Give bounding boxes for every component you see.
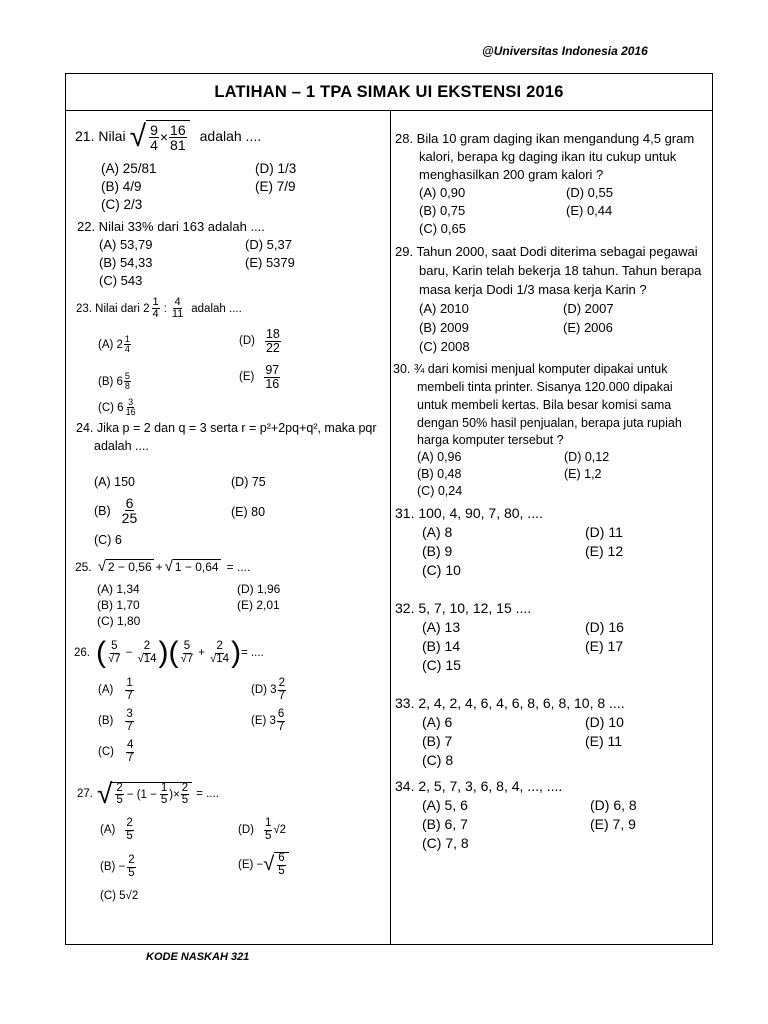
q27-oa-n: 2 [126,817,133,829]
q23-a-d: 4 [124,344,130,354]
q27-od-d: 5 [264,829,272,842]
q25-plus: + [155,559,163,574]
q26-plus: + [198,647,205,659]
q21-option-e[interactable]: (E) 7/9 [255,179,296,194]
q24-option-e[interactable]: (E) 80 [231,505,266,519]
q25-option-e[interactable]: (E) 2,01 [237,598,280,612]
question-23 [76,297,242,320]
q23-a-n: 1 [124,334,130,344]
q31-option-d[interactable]: (D) 11 [585,524,623,540]
q26-n5b: 5 [183,640,191,652]
q21-option-b[interactable]: (B) 4/9 [101,179,142,194]
radical-sign: √ [129,119,147,153]
q22-option-e[interactable]: (E) 5379 [245,255,295,270]
q31-stem: 31. 100, 4, 90, 7, 80, .... [395,505,543,521]
q23-number: 23. Nilai dari 2 [76,302,150,315]
q27-b-d: 5 [160,794,168,806]
q30-stem-line2: membeli tinta printer. Sisanya 120.000 dipakai [417,380,673,394]
q26-n2b: 2 [216,640,223,652]
header-credit: @Universitas Indonesia 2016 [482,44,648,58]
q21-f1-den: 4 [150,137,158,153]
q27-option-c[interactable]: (C) 5√2 [100,890,139,902]
q34-option-b[interactable]: (B) 6, 7 [422,816,468,832]
q29-option-d[interactable]: (D) 2007 [563,301,614,316]
q29-option-c[interactable]: (C) 2008 [419,339,470,354]
q26-tail: = .... [241,647,264,659]
page-title: LATIHAN – 1 TPA SIMAK UI EKSTENSI 2016 [66,74,712,111]
q23-b-n: 5 [124,371,130,381]
q28-option-c[interactable]: (C) 0,65 [419,221,466,236]
q27-a-d: 5 [116,794,123,806]
q24-stem-line2: adalah .... [94,439,149,453]
question-27 [77,778,219,810]
q25-option-d[interactable]: (D) 1,96 [237,582,281,596]
q23-option-a[interactable] [98,335,132,354]
q21-option-c[interactable]: (C) 2/3 [101,197,143,212]
q24-option-b[interactable] [94,496,139,525]
q26-e-d: 7 [277,720,285,733]
q28-stem-line3: menghasilkan 200 gram kalori ? [419,167,604,182]
q32-stem: 32. 5, 7, 10, 12, 15 .... [395,600,532,616]
q23-c-d: 16 [125,407,136,417]
q23-option-b[interactable] [98,372,132,391]
q26-a-n: 1 [126,677,133,689]
q33-option-b[interactable]: (B) 7 [422,733,453,749]
q23-b-label: (B) 6 [98,375,123,388]
q26-c-d: 7 [126,751,134,764]
q23-tail: adalah .... [191,302,242,315]
q26-b-d: 7 [126,720,133,733]
radical-sign: √ [97,558,106,575]
q25-option-b[interactable]: (B) 1,70 [97,598,140,612]
q26-d-label: (D) 3 [251,684,277,696]
q27-oe-d: 5 [278,864,285,877]
q25-number: 25. [75,559,92,574]
q25-radicand-1: 2 − 0,56 [107,560,152,574]
q27-ob-d: 5 [128,866,135,879]
q26-option-b[interactable] [98,709,135,733]
q24-b-d: 25 [121,510,138,526]
q26-n2a: 2 [143,640,151,652]
q25-tail: = .... [226,559,251,574]
q27-option-d[interactable] [238,818,286,842]
q21-option-a[interactable]: (A) 25/81 [101,161,157,176]
q24-option-a[interactable]: (A) 150 [94,475,135,489]
question-26: 26. ( 5 √7 − $\frac{2}{√14}$ )( 5 √7 + $\frac{2}{√14}$ ) = .... [74,636,264,669]
q26-e-n: 6 [277,708,285,720]
q33-option-d[interactable]: (D) 10 [585,714,624,730]
q29-option-e[interactable]: (E) 2006 [563,320,613,335]
q29-option-b[interactable]: (B) 2009 [419,320,469,335]
q32-option-c[interactable]: (C) 15 [422,657,461,673]
question-21 [75,120,261,152]
q27-ob-n: 2 [128,854,135,866]
q26-a-d: 7 [126,689,133,702]
q22-option-b[interactable]: (B) 54,33 [99,255,153,270]
q27-a-label: (A) [100,824,116,836]
q30-option-a[interactable]: (A) 0,96 [417,450,462,464]
q30-option-c[interactable]: (C) 0,24 [417,484,463,498]
q31-option-a[interactable]: (A) 8 [422,524,453,540]
q28-option-e[interactable]: (E) 0,44 [566,203,613,218]
q29-stem-line2: baru, Karin telah bekerja 18 tahun. Tahun berapa [419,263,702,278]
q31-option-e[interactable]: (E) 12 [585,543,624,559]
q29-stem-line1: 29. Tahun 2000, saat Dodi diterima sebagai pegawai [395,244,698,259]
q27-oe-n: 6 [278,852,285,864]
q34-option-c[interactable]: (C) 7, 8 [422,835,469,851]
q27-e-label: (E) − [238,858,264,871]
q27-mid: − (1 − [126,788,157,801]
q23-option-d[interactable] [239,328,282,354]
q32-option-a[interactable]: (A) 13 [422,619,461,635]
q23-option-c[interactable] [98,398,138,417]
q21-tail: adalah .... [199,127,262,144]
q21-times: × [159,129,169,145]
q33-option-c[interactable]: (C) 8 [422,752,454,768]
q30-stem-line3: untuk membeli kertas. Bila besar komisi sama [417,398,672,412]
q33-option-e[interactable]: (E) 11 [585,733,623,749]
q31-option-b[interactable]: (B) 9 [422,543,453,559]
q27-option-e[interactable] [238,852,289,877]
radical-sign: √ [164,558,173,575]
q34-option-e[interactable]: (E) 7, 9 [590,816,636,832]
q30-option-d[interactable]: (D) 0,12 [564,450,610,464]
q30-stem-line1: 30. ¾ dari komisi menjual komputer dipakai untuk [393,362,668,376]
q24-option-c[interactable]: (C) 6 [94,533,122,547]
exam-frame [65,73,713,945]
q21-number: 21. Nilai [75,127,126,144]
q25-radicand-2: 1 − 0,64 [174,560,219,574]
q23-e-label: (E) [239,371,255,383]
q34-option-a[interactable]: (A) 5, 6 [422,797,468,813]
q27-tail: = .... [196,788,219,800]
q26-s14a: √14 [137,652,157,665]
q23-e-d: 16 [265,376,280,391]
q23-a-num: 1 [152,296,159,308]
q27-od-n: 1 [264,817,272,829]
q26-minus: − [125,647,133,659]
q29-option-a[interactable]: (A) 2010 [419,301,469,316]
q32-option-e[interactable]: (E) 17 [585,638,624,654]
q24-b-label: (B) [94,503,111,518]
q23-a-den: 4 [152,308,159,320]
q27-option-a[interactable] [100,818,135,842]
q34-stem: 34. 2, 5, 7, 3, 6, 8, 4, ..., .... [395,778,563,794]
q31-option-c[interactable]: (C) 10 [422,562,461,578]
q30-option-b[interactable]: (B) 0,48 [417,467,462,481]
q27-mul: )× [169,788,180,801]
q28-option-b[interactable]: (B) 0,75 [419,203,466,218]
q23-d-label: (D) [239,335,255,347]
q22-option-a[interactable]: (A) 53,79 [99,237,153,252]
q23-d-n: 18 [265,327,280,341]
q27-option-b[interactable] [100,855,137,879]
q24-stem-line1: 24. Jika p = 2 dan q = 3 serta r = p²+2pq+q², maka pqr [76,421,377,435]
q26-s14b: √14 [209,652,230,665]
q21-f2-den: 81 [170,137,186,153]
q28-option-d[interactable]: (D) 0,55 [566,185,613,200]
q24-option-d[interactable]: (D) 75 [231,475,266,489]
q23-b-den: 11 [171,308,184,320]
q21-f2-num: 16 [170,122,186,138]
q26-s7b: √7 [180,652,194,665]
q25-option-c[interactable]: (C) 1,80 [97,614,141,628]
q30-option-e[interactable]: (E) 1,2 [564,467,602,481]
q27-a-n: 2 [116,781,123,794]
q27-c-d: 5 [181,794,189,806]
q28-stem-line1: 28. Bila 10 gram daging ikan mengandung 4,5 gram [395,131,695,146]
q27-d-label: (D) [238,824,254,836]
q28-option-a[interactable]: (A) 0,90 [419,185,466,200]
q33-option-a[interactable]: (A) 6 [422,714,453,730]
q21-option-d[interactable]: (D) 1/3 [255,161,297,176]
exam-code: KODE NASKAH 321 [146,951,250,963]
q23-colon: : [163,302,167,315]
q26-b-label: (B) [98,715,114,727]
q23-b-d: 8 [124,381,130,391]
q30-stem-line5: harga komputer tersebut ? [417,433,564,447]
column-divider [390,110,391,944]
q27-oa-d: 5 [126,829,133,842]
q23-c-label: (C) 6 [98,401,124,414]
q22-option-c[interactable]: (C) 543 [99,273,143,288]
q23-c-n: 3 [128,397,134,407]
q23-a-label: (A) 2 [98,338,123,351]
q26-option-a[interactable] [98,678,135,702]
q28-stem-line2: kalori, berapa kg daging ikan itu cukup untuk [419,149,677,164]
q22-option-d[interactable]: (D) 5,37 [245,237,292,252]
q27-od-tail: √2 [273,824,287,836]
q26-s7a: √7 [108,652,121,665]
q32-option-b[interactable]: (B) 14 [422,638,461,654]
q26-b-n: 3 [126,708,133,720]
q22-stem: 22. Nilai 33% dari 163 adalah .... [77,219,265,234]
q26-d-n: 2 [278,677,285,689]
q26-d-d: 7 [278,689,285,702]
q24-b-n: 6 [125,495,134,511]
q26-option-d[interactable] [251,678,287,702]
q33-stem: 33. 2, 4, 2, 4, 6, 4, 6, 8, 6, 8, 10, 8 .... [395,695,625,711]
q32-option-d[interactable]: (D) 16 [585,619,624,635]
q27-c-n: 2 [181,781,189,794]
q26-c-n: 4 [126,739,134,751]
q27-b-label: (B) − [100,861,126,873]
q23-option-e[interactable] [239,364,281,390]
q26-e-label: (E) 3 [251,715,276,727]
q26-option-e[interactable] [251,709,286,733]
q30-stem-line4: dengan 50% hasil penjualan, berapa juta rupiah [417,416,682,430]
q26-n5a: 5 [111,640,118,652]
q34-option-d[interactable]: (D) 6, 8 [590,797,637,813]
radical-sign: √ [263,853,275,875]
q23-b-num: 4 [174,296,181,308]
q29-stem-line3: masa kerja Dodi 1/3 masa kerja Karin ? [419,282,647,297]
q26-c-label: (C) [98,746,114,758]
question-25 [75,558,250,575]
q26-a-label: (A) [98,684,114,696]
q26-option-c[interactable] [98,740,135,764]
q26-number: 26. [74,647,90,659]
q27-b-n: 1 [160,781,168,794]
q21-f1-num: 9 [150,122,158,138]
radical-sign: √ [97,778,113,809]
q27-number: 27. [77,788,93,800]
q23-d-d: 22 [265,340,280,355]
q25-option-a[interactable]: (A) 1,34 [97,582,140,596]
q23-e-n: 97 [265,363,280,377]
